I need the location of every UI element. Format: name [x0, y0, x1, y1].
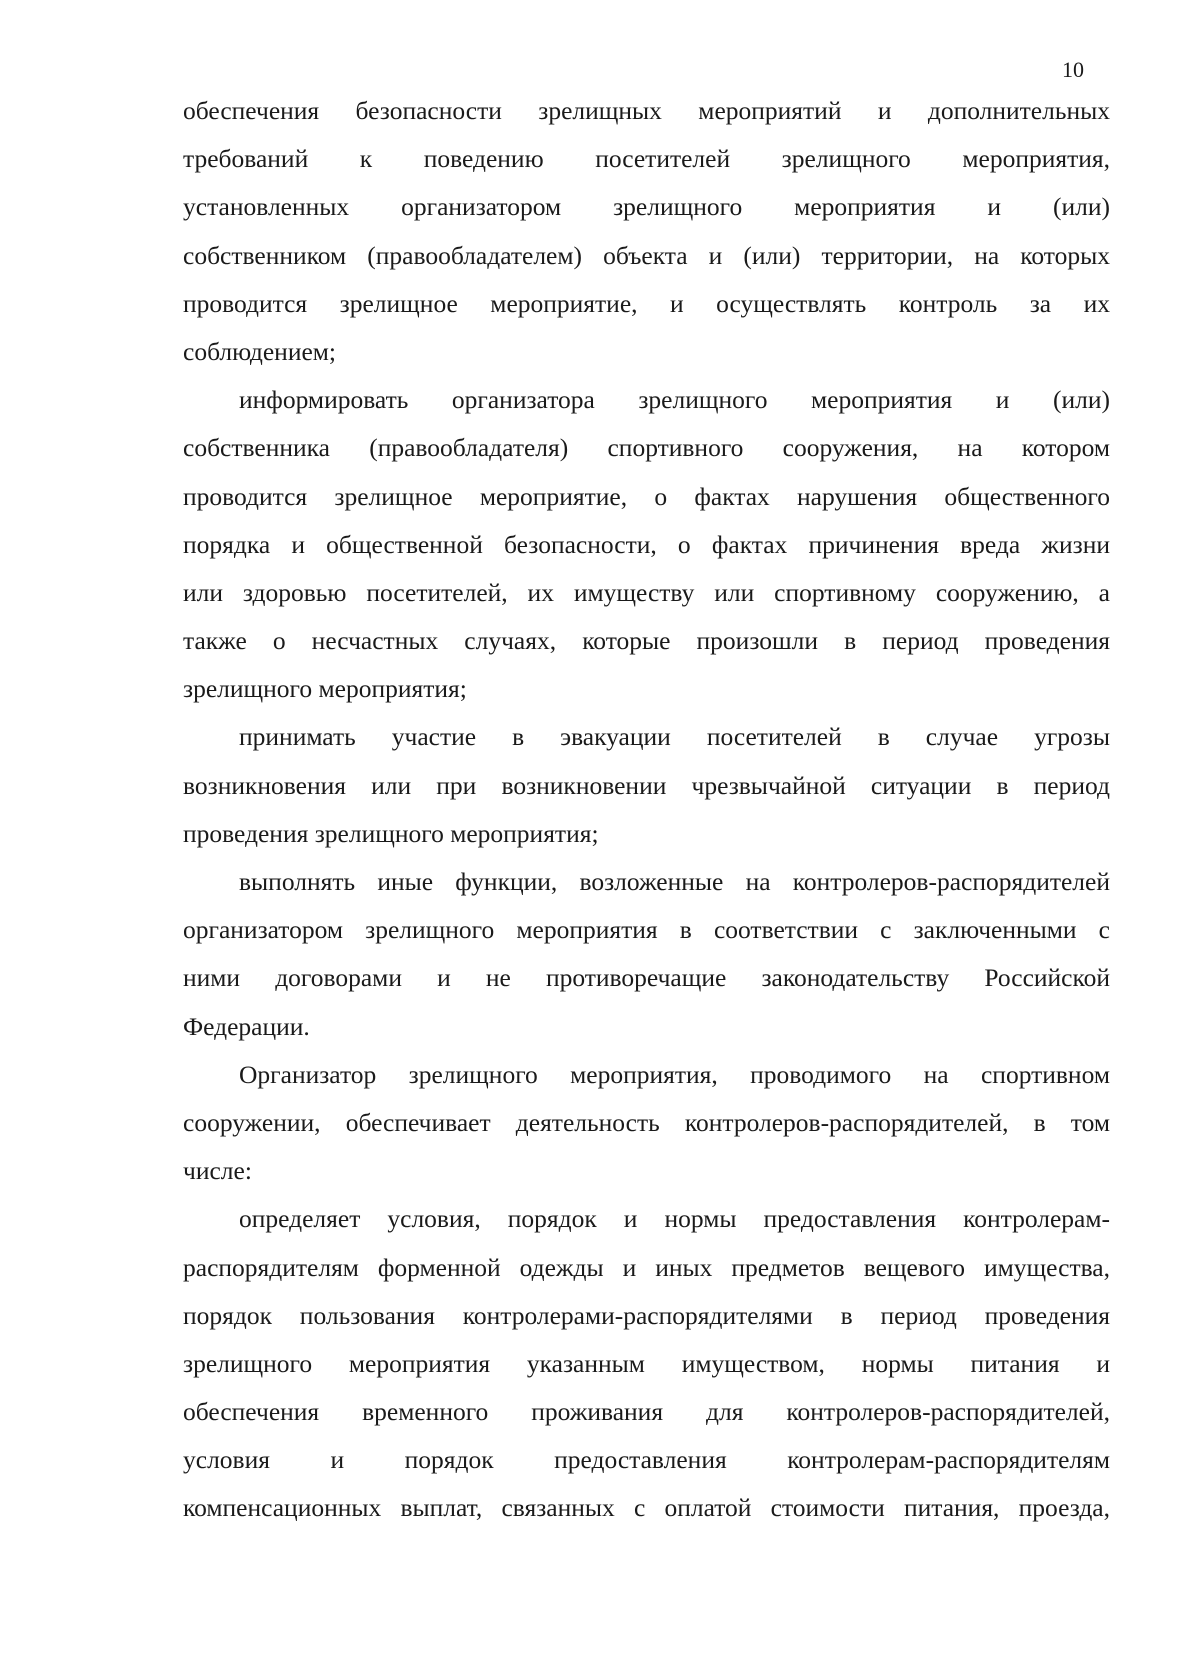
paragraph	[183, 1195, 1110, 1532]
text-line: выполнять иные функции, возложенные на контролеров-распорядителей	[239, 867, 1110, 896]
text-line: зрелищного мероприятия указанным имуществом, нормы питания и	[183, 1348, 1110, 1378]
paragraph	[183, 858, 1110, 1051]
text-line: условия и порядок предоставления контролерам-распорядителям	[183, 1445, 1110, 1475]
paragraph	[183, 713, 1110, 858]
text-line: определяет условия, порядок и нормы предоставления контролерам-	[239, 1204, 1110, 1234]
text-line: зрелищного мероприятия;	[183, 674, 467, 704]
text-line: Организатор зрелищного мероприятия, проводимого на спортивном	[239, 1059, 1110, 1089]
paragraph	[183, 376, 1110, 713]
paragraph	[183, 1051, 1110, 1196]
text-line: проведения зрелищного мероприятия;	[183, 818, 599, 848]
text-line: распорядителям форменной одежды и иных предметов вещевого имущества,	[183, 1252, 1110, 1282]
text-line: порядка и общественной безопасности, о фактах причинения вреда жизни	[183, 529, 1110, 559]
text-line: требований к поведению посетителей зрелищного мероприятия,	[183, 144, 1110, 174]
text-line: возникновения или при возникновении чрезвычайной ситуации в период	[183, 770, 1110, 800]
text-line: соблюдением;	[183, 336, 337, 366]
text-line: информировать организатора зрелищного мероприятия и (или)	[239, 385, 1110, 415]
text-line: собственником (правообладателем) объекта и (или) территории, на которых	[183, 240, 1110, 270]
text-line: также о несчастных случаях, которые произошли в период проведения	[183, 626, 1110, 656]
page-number: 10	[1062, 57, 1084, 82]
text-line: проводится зрелищное мероприятие, и осуществлять контроль за их	[183, 288, 1110, 318]
text-line: проводится зрелищное мероприятие, о фактах нарушения общественного	[183, 481, 1110, 511]
text-line: обеспечения безопасности зрелищных мероприятий и дополнительных	[183, 96, 1110, 125]
text-line: Федерации.	[183, 1011, 310, 1041]
text-line: компенсационных выплат, связанных с оплатой стоимости питания, проезда,	[183, 1493, 1110, 1523]
text-line: порядок пользования контролерами-распорядителями в период проведения	[183, 1300, 1110, 1330]
text-line: организатором зрелищного мероприятия в соответствии с заключенными с	[183, 915, 1110, 945]
text-line: сооружении, обеспечивает деятельность контролеров-распорядителей, в том	[183, 1107, 1110, 1137]
text-line: принимать участие в эвакуации посетителей в случае угрозы	[239, 722, 1110, 752]
text-line: ними договорами и не противоречащие законодательству Российской	[183, 963, 1110, 993]
text-line: числе:	[183, 1156, 252, 1186]
document-body	[183, 87, 1110, 1533]
text-line: или здоровью посетителей, их имуществу или спортивному сооружению, а	[183, 577, 1110, 607]
text-line: обеспечения временного проживания для контролеров-распорядителей,	[183, 1397, 1110, 1427]
text-line: собственника (правообладателя) спортивного сооружения, на котором	[183, 433, 1110, 463]
text-line: установленных организатором зрелищного мероприятия и (или)	[183, 192, 1110, 222]
paragraph	[183, 87, 1110, 376]
